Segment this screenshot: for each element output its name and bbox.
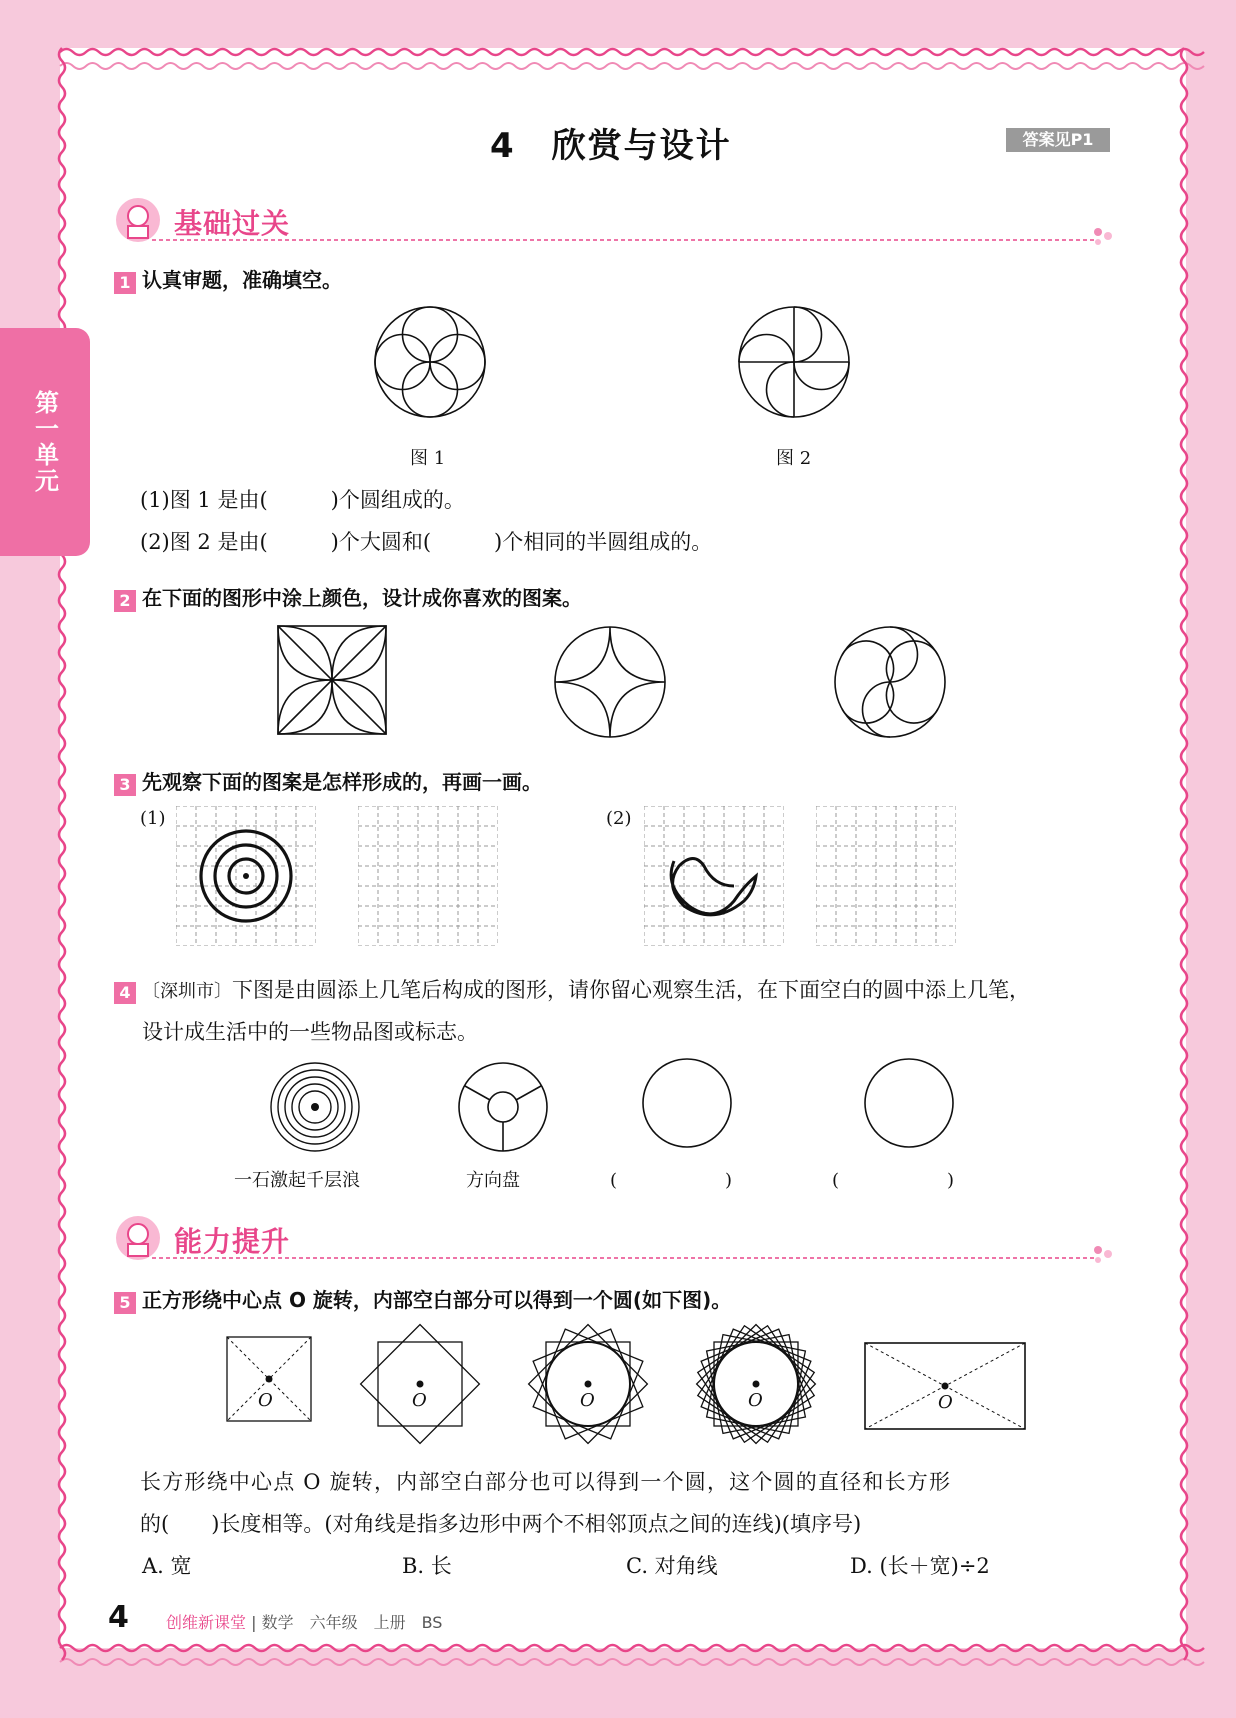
center-dot <box>585 1381 592 1388</box>
answer-reference-badge: 答案见P1 <box>1006 128 1110 152</box>
blank-grid-2[interactable] <box>816 806 956 946</box>
question-text: 在下面的图形中涂上颜色，设计成你喜欢的图案。 <box>142 586 582 610</box>
center-label: O <box>412 1390 427 1411</box>
rotation-sequence <box>0 1334 1236 1444</box>
caption-ripple: 一石激起千层浪 <box>234 1170 360 1191</box>
page-number: 4 <box>108 1600 129 1635</box>
ripple-circle-figure <box>268 1060 362 1154</box>
figure-2-caption: 图 2 <box>776 448 812 469</box>
center-label: O <box>938 1392 953 1413</box>
grid-teardrop-figure <box>644 806 784 946</box>
question-number: 4 <box>114 982 136 1004</box>
question-text: 认真审题，准确填空。 <box>142 268 342 292</box>
option-a[interactable]: A. 宽 <box>142 1554 192 1578</box>
q1-sub2: (2)图 2 是由( )个大圆和( )个相同的半圆组成的。 <box>140 530 713 554</box>
brand-name: 创维新课堂 <box>166 1613 247 1632</box>
mascot-icon <box>128 1224 148 1244</box>
question-number: 3 <box>114 774 136 796</box>
caption-blank-1: ( ) <box>610 1170 733 1191</box>
section-title-basic: 基础过关 <box>174 207 291 240</box>
blank-circle-1[interactable] <box>640 1056 734 1150</box>
square-rotation-2 <box>526 1322 650 1446</box>
question-number: 2 <box>114 590 136 612</box>
center-label: O <box>748 1390 763 1411</box>
q5-body-line2: 的( )长度相等。(对角线是指多边形中两个不相邻顶点之间的连线)(填序号) <box>140 1512 862 1536</box>
question-text-line1: 下图是由圆添上几笔后构成的图形，请你留心观察生活，在下面空白的圆中添上几笔， <box>232 978 1030 1002</box>
option-c[interactable]: C. 对角线 <box>626 1554 718 1578</box>
figure-1-caption: 图 1 <box>410 448 446 469</box>
square-flower-figure <box>274 622 390 738</box>
figure-2-circles <box>734 302 854 422</box>
center-dot <box>753 1381 760 1388</box>
square-rotation-3 <box>694 1322 818 1446</box>
question-text: 先观察下面的图案是怎样形成的，再画一画。 <box>142 770 542 794</box>
question-tag: 〔深圳市〕 <box>142 981 232 1002</box>
square-rotation-1 <box>358 1322 482 1446</box>
figure-1-circles <box>370 302 490 422</box>
mascot-icon <box>128 206 148 226</box>
q1-sub1: (1)图 1 是由( )个圆组成的。 <box>140 488 465 512</box>
center-dot <box>417 1381 424 1388</box>
section-title-advanced: 能力提升 <box>174 1225 291 1258</box>
option-d[interactable]: D. (长＋宽)÷2 <box>850 1554 990 1578</box>
question-text-line2: 设计成生活中的一些物品图或标志。 <box>142 1020 478 1044</box>
q5-body-line1: 长方形绕中心点 O 旋转，内部空白部分也可以得到一个圆，这个圆的直径和长方形 <box>140 1470 952 1494</box>
center-label: O <box>258 1390 273 1411</box>
question-number: 5 <box>114 1292 136 1314</box>
blank-grid-1[interactable] <box>358 806 498 946</box>
page-title: 4 欣赏与设计 <box>490 126 732 166</box>
unit-tab: 第一单元 <box>0 328 90 556</box>
caption-blank-2: ( ) <box>832 1170 955 1191</box>
circle-star-figure <box>552 624 668 740</box>
footer-brand: 创维新课堂 | 数学 六年级 上册 BS <box>166 1613 443 1632</box>
blank-circle-2[interactable] <box>862 1056 956 1150</box>
steering-wheel-figure <box>456 1060 550 1154</box>
option-b[interactable]: B. 长 <box>402 1554 452 1578</box>
rectangle-figure <box>862 1340 1028 1432</box>
caption-steering-wheel: 方向盘 <box>466 1170 520 1191</box>
q3-label-2: (2) <box>606 808 632 829</box>
center-label: O <box>580 1390 595 1411</box>
question-number: 1 <box>114 272 136 294</box>
question-text: 正方形绕中心点 O 旋转，内部空白部分可以得到一个圆(如下图)。 <box>142 1288 732 1312</box>
q3-label-1: (1) <box>140 808 166 829</box>
circle-swirl-figure <box>832 624 948 740</box>
grid-concentric-circles <box>176 806 316 946</box>
center-dot <box>266 1376 273 1383</box>
footer-subject: 数学 六年级 上册 BS <box>261 1613 443 1632</box>
